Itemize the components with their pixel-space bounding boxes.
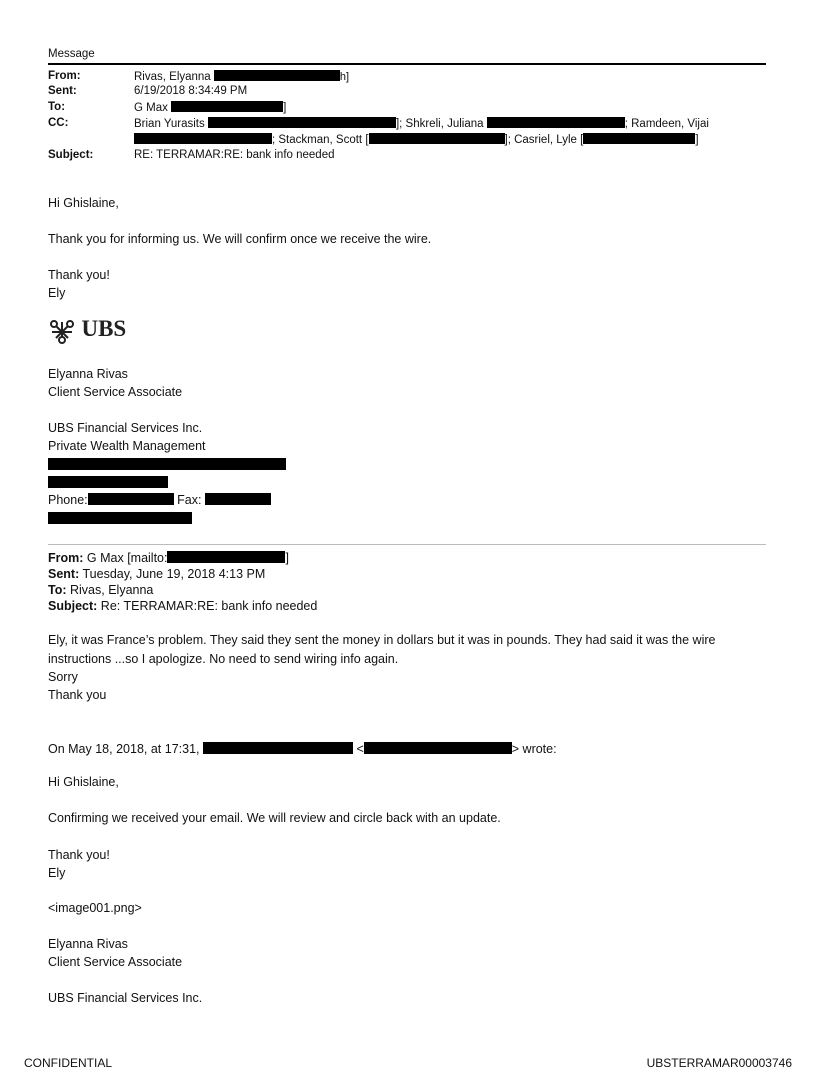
forward-divider bbox=[48, 544, 766, 545]
quoted-thanks: Thank you! bbox=[48, 848, 110, 862]
cc-label: CC: bbox=[48, 117, 69, 129]
cc-line-1: Brian Yurasits ]; Shkreli, Juliana ; Ramdeen, Vijai bbox=[134, 118, 709, 130]
redaction-bar bbox=[171, 101, 283, 112]
quoted-line-1: Confirming we received your email. We will review and circle back with an update. bbox=[48, 811, 501, 825]
quoted-sign: Ely bbox=[48, 866, 66, 880]
ubs-logo bbox=[48, 318, 126, 348]
reply-thanks: Thank you! bbox=[48, 268, 110, 282]
footer-bates-number: UBSTERRAMAR00003746 bbox=[646, 1056, 792, 1070]
ubs-keys-icon bbox=[48, 318, 76, 346]
fwd-body-line-2: instructions ...so I apologize. No need to send wiring info again. bbox=[48, 652, 399, 666]
subject-value: RE: TERRAMAR:RE: bank info needed bbox=[134, 149, 335, 161]
quoted-image-ref: <image001.png> bbox=[48, 901, 142, 915]
reply-sign: Ely bbox=[48, 286, 66, 300]
redaction-bar bbox=[364, 742, 512, 754]
sent-value: 6/19/2018 8:34:49 PM bbox=[134, 85, 248, 97]
quoted-intro: On May 18, 2018, at 17:31, < > wrote: bbox=[48, 742, 557, 756]
redaction-bar bbox=[487, 117, 625, 128]
sig-phone-fax: Phone: Fax: bbox=[48, 491, 271, 509]
reply-greeting: Hi Ghislaine, bbox=[48, 196, 119, 210]
from-value: Rivas, Elyanna h] bbox=[134, 71, 350, 83]
redaction-bar bbox=[167, 551, 285, 563]
reply-line-1: Thank you for informing us. We will confirm once we receive the wire. bbox=[48, 232, 432, 246]
to-value: G Max ] bbox=[134, 102, 287, 114]
redaction-bar bbox=[48, 512, 192, 524]
sig-company: UBS Financial Services Inc. bbox=[48, 421, 203, 435]
sig-title: Client Service Associate bbox=[48, 385, 183, 399]
redaction-bar bbox=[48, 476, 168, 488]
from-label: From: bbox=[48, 70, 81, 82]
redaction-bar bbox=[214, 70, 340, 81]
ubs-logo-text: UBS bbox=[81, 316, 127, 341]
quoted-company: UBS Financial Services Inc. bbox=[48, 991, 203, 1005]
fwd-thank-you: Thank you bbox=[48, 688, 107, 702]
redaction-bar bbox=[134, 133, 272, 144]
fwd-to: To: Rivas, Elyanna bbox=[48, 583, 154, 597]
to-label: To: bbox=[48, 101, 66, 113]
redaction-bar bbox=[205, 493, 271, 505]
sig-name: Elyanna Rivas bbox=[48, 367, 128, 381]
redaction-bar bbox=[583, 133, 695, 144]
redaction-bar bbox=[369, 133, 505, 144]
fwd-sorry: Sorry bbox=[48, 670, 78, 684]
fwd-sent: Sent: Tuesday, June 19, 2018 4:13 PM bbox=[48, 567, 266, 581]
redaction-bar bbox=[88, 493, 174, 505]
fwd-from: From: G Max [mailto: ] bbox=[48, 551, 289, 565]
fwd-body-line-1: Ely, it was France’s problem. They said they sent the money in dollars but it was in pounds. They had said it was the wire bbox=[48, 633, 716, 647]
redaction-bar bbox=[203, 742, 353, 754]
quoted-sig-name: Elyanna Rivas bbox=[48, 937, 128, 951]
redaction-bar bbox=[48, 458, 286, 470]
header-divider bbox=[48, 63, 766, 65]
quoted-sig-title: Client Service Associate bbox=[48, 955, 183, 969]
cc-line-2: ; Stackman, Scott [ ]; Casriel, Lyle [ ] bbox=[134, 133, 699, 146]
sent-label: Sent: bbox=[48, 85, 77, 97]
fwd-subject: Subject: Re: TERRAMAR:RE: bank info needed bbox=[48, 599, 318, 613]
sig-division: Private Wealth Management bbox=[48, 439, 206, 453]
footer-confidential: CONFIDENTIAL bbox=[24, 1056, 113, 1070]
subject-label: Subject: bbox=[48, 149, 94, 161]
redaction-bar bbox=[208, 117, 396, 128]
quoted-greeting: Hi Ghislaine, bbox=[48, 775, 119, 789]
message-section-label: Message bbox=[48, 48, 95, 60]
